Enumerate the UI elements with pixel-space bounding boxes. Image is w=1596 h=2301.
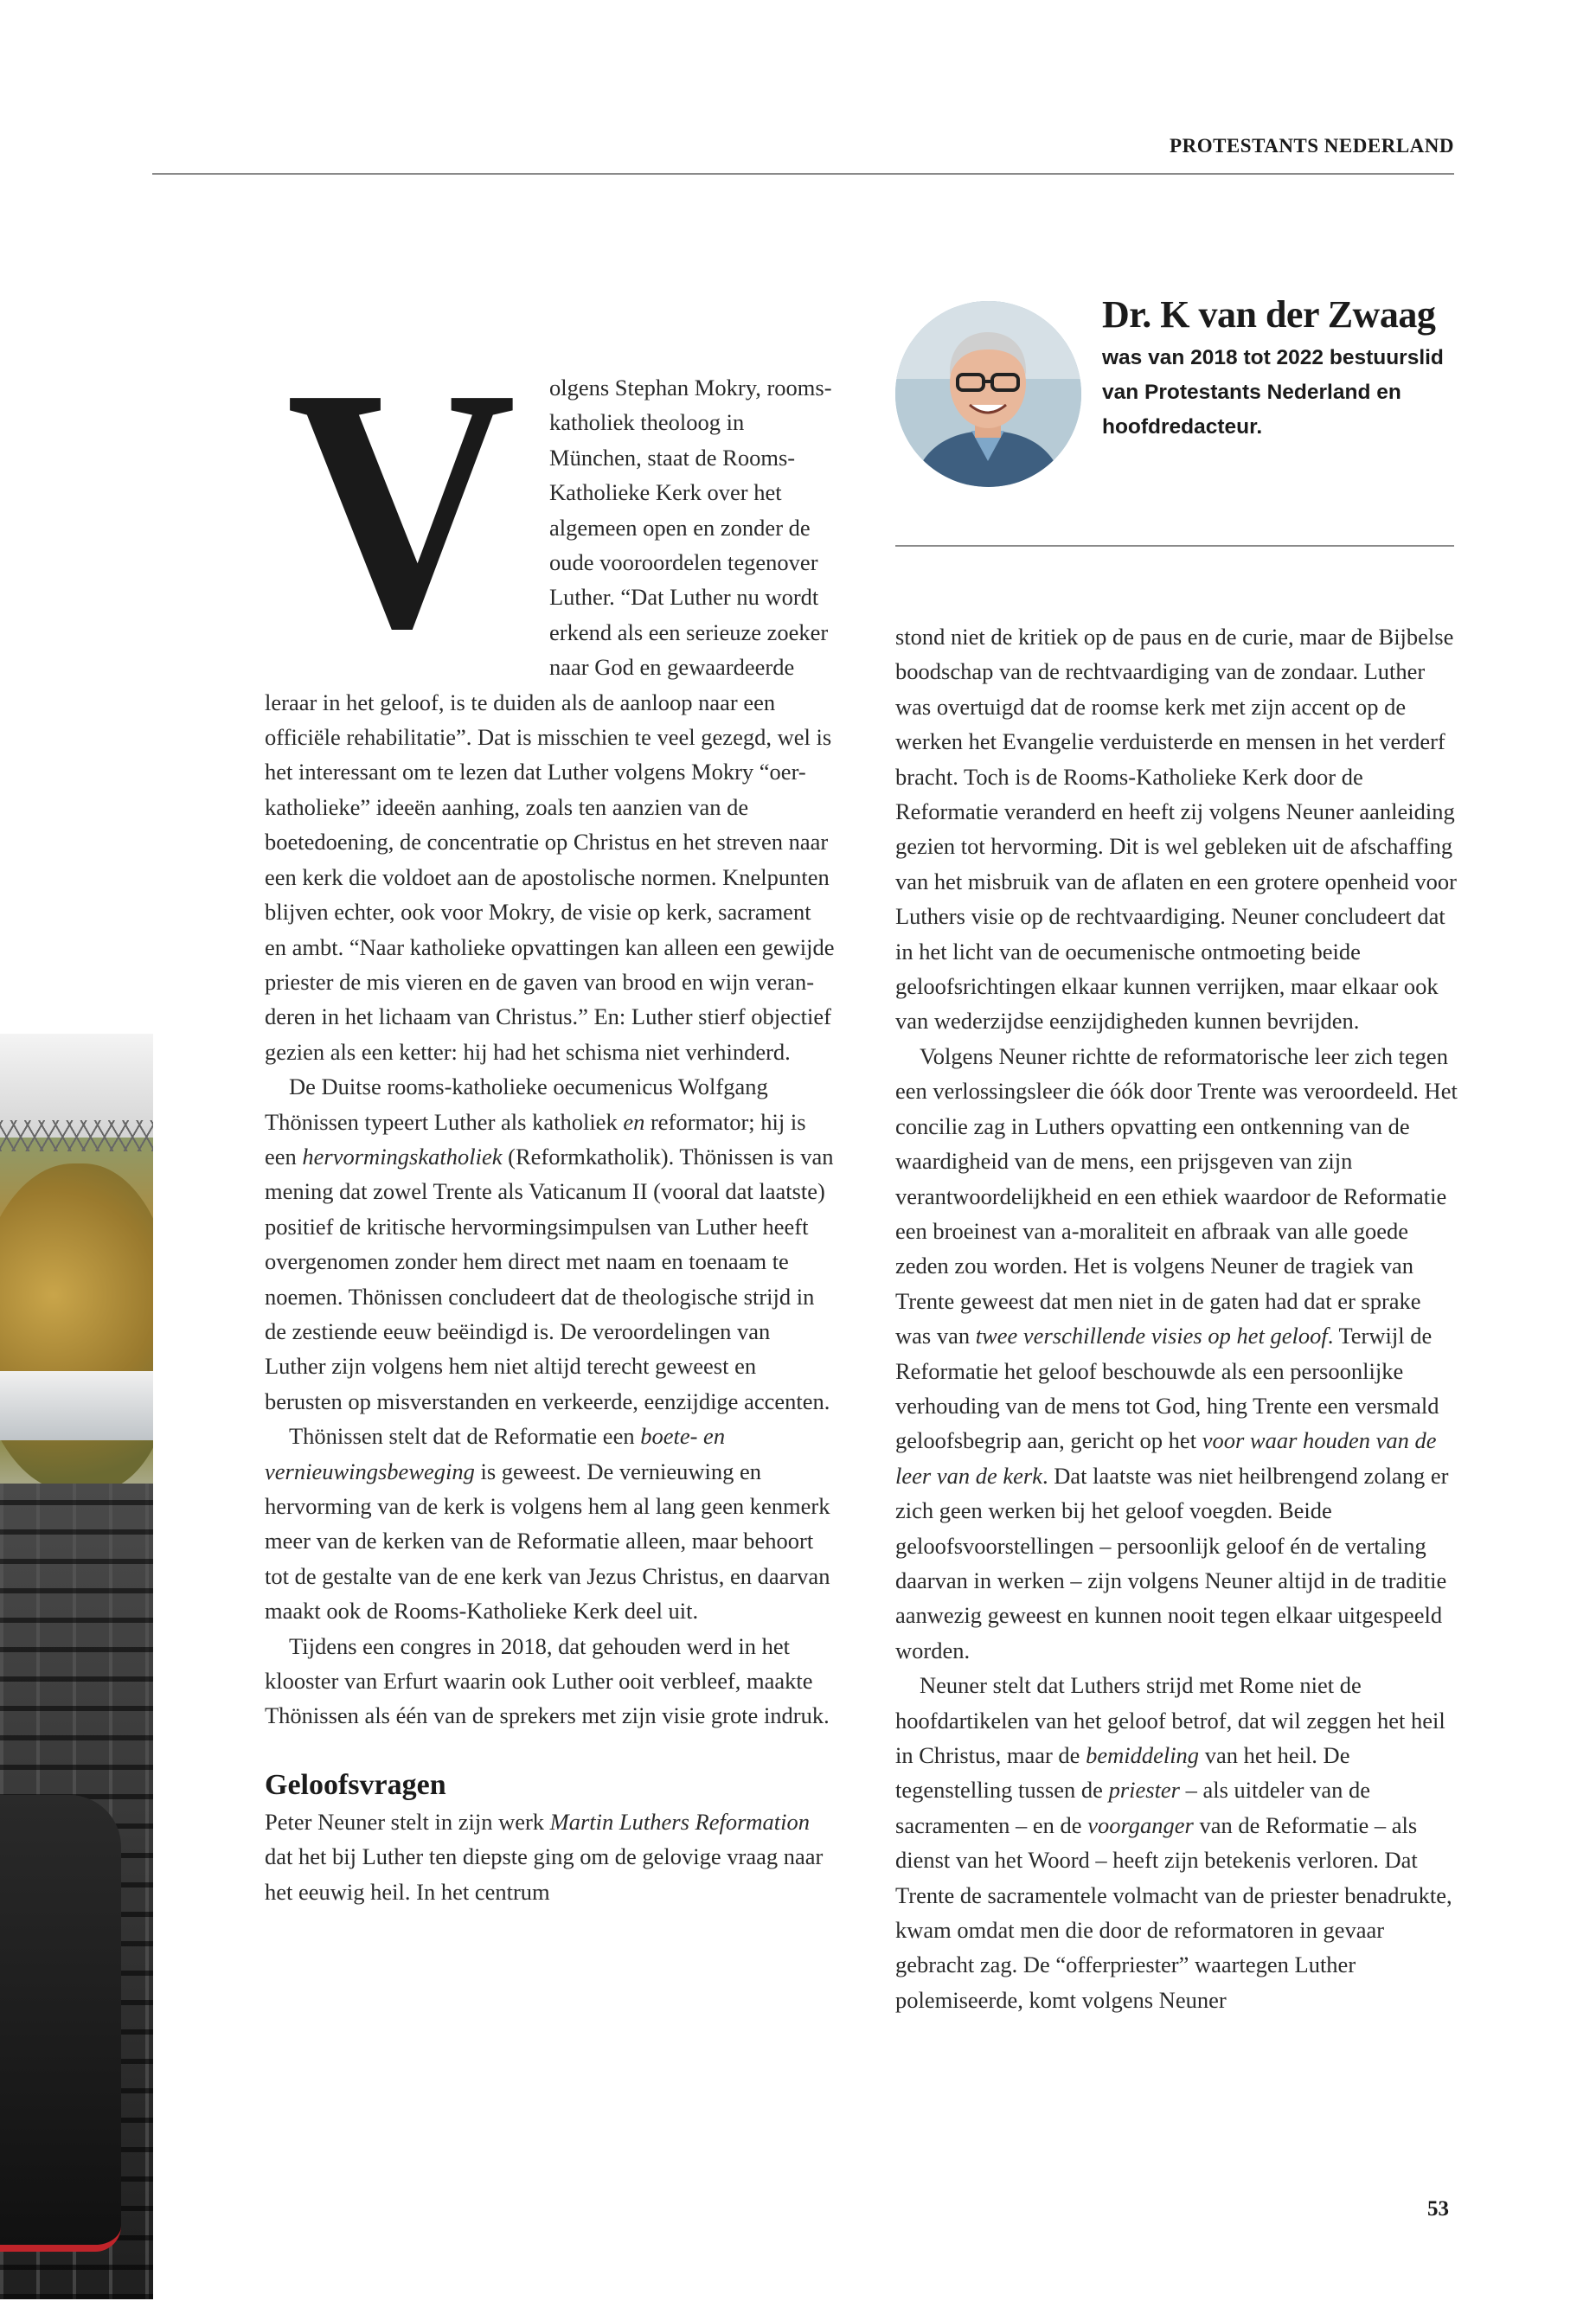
running-head: PROTESTANTS NEDERLAND: [1170, 135, 1454, 157]
article-column-2: [895, 619, 1462, 2017]
paragraph: Neuner stelt dat Luthers strijd met Rome niet de hoofdartikelen van het geloof betrof, dat wil zeggen het heil in Christus, maar de bemiddeling van het heil. De tegenstelling tussen de priester – als uitdeler van de sacramenten – en de voorganger van de Reformatie – als dienst van het Woord – heeft zijn betekenis verloren. Dat Trente de sacramentele volmacht van de priester benadrukte, kwam omdat men die door de reformatoren in gevaar gebracht zag. De “offerpriester” waartegen Luther polemiseerde, komt volgens Neuner: [895, 1672, 1452, 2013]
header-rule: [152, 173, 1454, 175]
page-number: 53: [1427, 2197, 1449, 2221]
article-column-1: [265, 317, 836, 1909]
portrait-illustration: [895, 301, 1081, 487]
paragraph: olgens Stephan Mokry, rooms-katholiek theoloog in München, staat de Rooms-Katholieke Kerk over het algemeen open en zonder de oude vooroordelen tegenover Luther. “Dat Luther nu wordt erkend als een serieuze zoeker naar God en gewaardeerde leraar in het geloof, is te duiden als de aanloop naar een officiële rehabilitatie”. Dat is misschien te veel gezegd, wel is het interessant om te lezen dat Luther volgens Mokry “oer-katholieke” ideeën aanhing, zoals ten aanzien van de boetedoening, de concentratie op Christus en het streven naar een kerk die voldoet aan de apostolische normen. Knelpunten blijven echter, ook voor Mokry, de visie op kerk, sacrament en ambt. “Naar katholieke opvattingen kan alleen een gewijde priester de mis vieren en de gaven van brood en wijn veranderen in het lichaam van Christus.” En: Luther stierf objectief gezien als een ketter: hij had het schisma niet verhinderd.: [265, 375, 835, 1065]
tree: [0, 1163, 153, 1492]
drop-cap: V: [286, 317, 516, 700]
truss: [0, 1120, 153, 1151]
robed-figure: [0, 1795, 121, 2252]
section-heading: Geloofsvragen: [265, 1768, 446, 1801]
author-box-rule: [895, 545, 1454, 547]
author-portrait: [895, 301, 1081, 487]
author-name: Dr. K van der Zwaag: [1102, 293, 1436, 336]
paragraph: Thönissen stelt dat de Reformatie een boete- en vernieuwingsbeweging is geweest. De vernieuwing en hervorming van de kerk is volgens hem al lang geen kenmerk meer van de kerken van de Reformatie alleen, maar behoort tot de gestalte van de ene kerk van Jezus Christus, en daarvan maakt ook de Rooms-Katholieke Kerk deel uit.: [265, 1423, 830, 1625]
paragraph: De Duitse rooms-katholieke oecumenicus Wolfgang Thönissen typeert Luther als katholiek en reformator; hij is een hervormingskatholiek (Reformkatholik). Thönissen is van mening dat zowel Trente als Vaticanum II (vooral dat laatste) positief de kritische hervormingsimpulsen van Luther heeft overgenomen zonder hem direct met naam en toenaam te noemen. Thönissen concludeert dat de theologische strijd in de zestiende eeuw beëindigd is. De veroordelingen van Luther zijn volgens hem niet altijd terecht geweest en berusten op misverstanden en verkeerde, eenzijdige accenten.: [265, 1074, 834, 1414]
event-photo-strip: [0, 1034, 153, 2299]
author-bio: was van 2018 tot 2022 bestuurslid van Protestants Nederland en hoofdredacteur.: [1102, 346, 1444, 439]
paragraph: Peter Neuner stelt in zijn werk Martin Luthers Reformation dat het bij Luther ten diepste ging om de gelovige vraag naar het eeuwig heil. In het centrum: [265, 1808, 824, 1905]
paragraph: Volgens Neuner richtte de reformatorische leer zich tegen een verlossingsleer die óók door Trente was veroordeeld. Het concilie zag in Luthers opvatting een ontkenning van de waardigheid van de mens, een prijsgeven van zijn verantwoordelijkheid en een ethiek waardoor de Reformatie een broeinest van a-moraliteit en afbraak van alle goede zeden zou worden. Het is volgens Neuner de tragiek van Trente geweest dat men niet in de gaten had dat er sprake was van twee verschillende visies op het geloof. Terwijl de Reformatie het geloof beschouwde als een persoonlijke verhouding van de mens tot God, hing Trente een versmald geloofsbegrip aan, gericht op het voor waar houden van de leer van de kerk. Dat laatste was niet heilbrengend zolang er zich geen werken bij het geloof voegden. Beide geloofsvoorstellingen – persoonlijk geloof én de vertaling daarvan in werken – zijn volgens Neuner altijd in de traditie aanwezig geweest en kunnen nooit tegen elkaar uitgespeeld worden.: [895, 1042, 1458, 1663]
paragraph: stond niet de kritiek op de paus en de curie, maar de Bijbelse boodschap van de rechtvaardiging van de zondaar. Luther was overtuigd dat de roomse kerk met zijn accent op de werken het Evangelie verduisterde en mensen in het verderf bracht. Toch is de Rooms-Katholieke Kerk door de Reformatie veranderd en heeft zij volgens Neuner aanleiding gezien tot hervorming. Dit is wel gebleken uit de afschaffing van het misbruik van de aflaten en een grotere openheid voor Luthers visie op de rechtvaardiging. Neuner concludeert dat in het licht van de oecumenische ontmoeting beide geloofsrichtingen elkaar kunnen verrijken, maar elkaar ook van wederzijdse eenzijdigheden kunnen bevrijden.: [895, 624, 1458, 1035]
paragraph: Tijdens een congres in 2018, dat gehouden werd in het klooster van Erfurt waarin ook Luther ooit verbleef, maakte Thönissen als één van de sprekers met zijn visie grote indruk.: [265, 1632, 830, 1729]
tent: [0, 1371, 153, 1440]
